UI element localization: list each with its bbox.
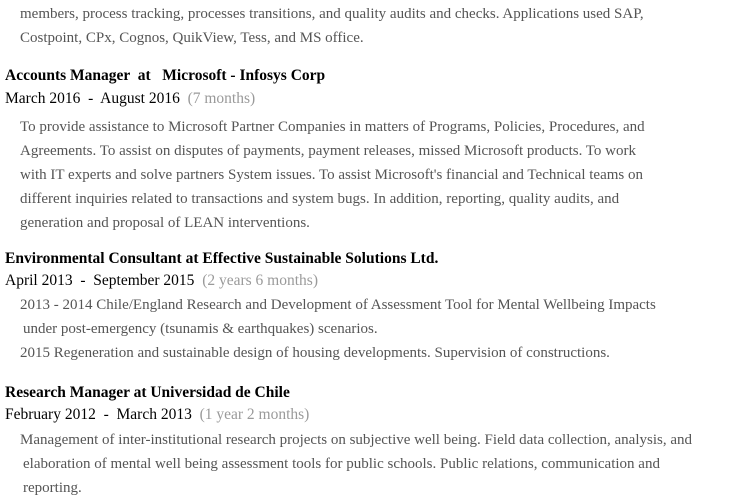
date-separator: - bbox=[88, 90, 94, 107]
job-duration: (7 months) bbox=[187, 90, 256, 107]
description-line: 2015 Regeneration and sustainable design of housing developments. Supervision of constructions. bbox=[20, 345, 610, 361]
end-date: August 2016 bbox=[100, 90, 180, 107]
job-title: Accounts Manager at Microsoft - Infosys Corp bbox=[5, 67, 326, 84]
start-date: March 2016 bbox=[5, 90, 81, 107]
job-description bbox=[20, 428, 736, 500]
start-date: April 2013 bbox=[5, 272, 73, 289]
end-date: March 2013 bbox=[116, 406, 192, 423]
description-line: Agreements. To assist on disputes of payments, payment releases, missed Microsoft products. To work bbox=[20, 143, 636, 159]
job-dates bbox=[5, 272, 318, 290]
previous-job-description bbox=[20, 2, 736, 50]
job-dates bbox=[5, 406, 309, 424]
job-description bbox=[20, 293, 736, 365]
description-line: members, process tracking, processes transitions, and quality audits and checks. Applications used SAP, bbox=[20, 6, 644, 22]
description-line: generation and proposal of LEAN interventions. bbox=[20, 215, 310, 231]
description-line: 2013 - 2014 Chile/England Research and Development of Assessment Tool for Mental Wellbeing Impacts bbox=[20, 297, 656, 313]
description-line: To provide assistance to Microsoft Partner Companies in matters of Programs, Policies, Procedures, and bbox=[20, 119, 645, 135]
job-duration: (1 year 2 months) bbox=[199, 406, 310, 423]
end-date: September 2015 bbox=[93, 272, 195, 289]
description-line: under post-emergency (tsunamis & earthquakes) scenarios. bbox=[23, 321, 378, 337]
description-line: reporting. bbox=[23, 480, 82, 496]
job-title: Research Manager at Universidad de Chile bbox=[5, 384, 290, 401]
date-separator: - bbox=[103, 406, 109, 423]
description-line: Management of inter-institutional research projects on subjective well being. Field data collection, analysis, and bbox=[20, 432, 692, 448]
start-date: February 2012 bbox=[5, 406, 96, 423]
date-separator: - bbox=[80, 272, 86, 289]
job-duration: (2 years 6 months) bbox=[202, 272, 318, 289]
description-line: with IT experts and solve partners System issues. To assist Microsoft's financial and Technical teams on bbox=[20, 167, 643, 183]
job-description bbox=[20, 115, 736, 235]
description-line: Costpoint, CPx, Cognos, QuikView, Tess, and MS office. bbox=[20, 30, 364, 46]
description-line: different inquiries related to transactions and system bugs. In addition, reporting, quality audits, and bbox=[20, 191, 620, 207]
job-dates bbox=[5, 90, 255, 108]
description-line: elaboration of mental well being assessment tools for public schools. Public relations, communication and bbox=[23, 456, 660, 472]
job-title: Environmental Consultant at Effective Sustainable Solutions Ltd. bbox=[5, 250, 439, 267]
